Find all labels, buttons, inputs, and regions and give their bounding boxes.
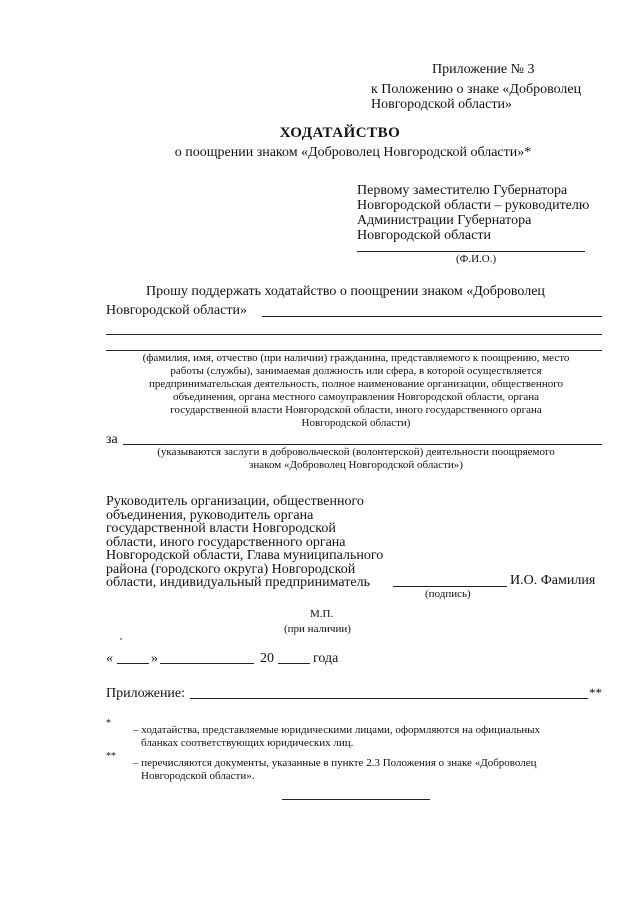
appendix-number: Приложение № 3 — [432, 62, 535, 77]
signatory-line: объединения, руководитель органа — [106, 507, 314, 523]
for-label: за — [106, 432, 118, 447]
addressee-block — [357, 183, 589, 243]
footnote-marker: ** — [106, 751, 116, 762]
footnote-line: – ходатайства, представляемые юридическими лицами, оформляются на официальных — [133, 724, 541, 736]
nominee-caption-line: государственной власти Новгородской области, иного государственного органа — [170, 404, 542, 416]
nominee-caption-line: предпринимательская деятельность, полное наименование организации, общественного — [149, 378, 563, 390]
request-text-line: Прошу поддержать ходатайство о поощрении знаком «Доброволец — [146, 284, 545, 299]
footnote-line: – перечисляются документы, указанные в пункте 2.3 Положения о знаке «Доброволец — [133, 757, 537, 769]
nominee-caption-line: (фамилия, имя, отчество (при наличии) гражданина, представляемого к поощрению, место — [142, 352, 570, 364]
date-day-blank — [117, 663, 149, 664]
document-subtitle: о поощрении знаком «Доброволец Новгородской области»* — [174, 145, 532, 160]
nominee-blank — [106, 334, 602, 335]
closing-rule — [282, 799, 430, 800]
merits-caption-line: (указываются заслуги в добровольческой (волонтерской) деятельности поощряемого — [157, 446, 555, 458]
signatory-line: области, иного государственного органа — [106, 534, 346, 550]
addressee-line: Первому заместителю Губернатора — [357, 183, 568, 198]
attachment-label: Приложение: — [106, 686, 186, 701]
appendix-reference-line: Новгородской области» — [371, 97, 512, 112]
merits-blank — [123, 444, 602, 445]
signatory-line: государственной власти Новгородской — [106, 521, 336, 536]
fio-caption: (Ф.И.О.) — [456, 253, 497, 265]
addressee-line: Администрации Губернатора — [357, 213, 532, 228]
date-month-blank — [160, 663, 254, 664]
footnote-marker: * — [106, 718, 111, 729]
request-text-line: Новгородской области» — [106, 303, 247, 318]
date-year-prefix: 20 — [260, 651, 274, 666]
nominee-caption-line: Новгородской области) — [301, 417, 411, 429]
document-title: ХОДАТАЙСТВО — [279, 125, 401, 141]
nominee-caption — [100, 352, 612, 430]
signatory-line: Новгородской области, Глава муниципального — [106, 548, 384, 563]
footnote-line: бланках соответствующих юридических лиц. — [141, 737, 354, 749]
signature-line — [393, 586, 507, 587]
nominee-blank — [106, 350, 602, 351]
signatory-block — [106, 495, 383, 590]
addressee-line: Новгородской области — [357, 228, 491, 243]
merits-caption-line: знаком «Доброволец Новгородской области») — [249, 459, 463, 471]
footnote-text — [133, 724, 540, 750]
signatory-line: района (городского округа) Новгородской — [106, 561, 356, 577]
signature-caption: (подпись) — [425, 588, 471, 600]
date-year-blank — [278, 663, 310, 664]
signatory-name: И.О. Фамилия — [510, 573, 596, 588]
appendix-reference-line: к Положению о знаке «Доброволец — [371, 82, 582, 97]
speck-mark — [120, 638, 122, 640]
attachment-marker: ** — [589, 685, 602, 700]
stamp-label: М.П. — [310, 608, 334, 620]
date-open-quote: « — [106, 651, 113, 666]
merits-caption — [100, 446, 612, 472]
date-year-suffix: года — [313, 651, 339, 666]
attachment-blank — [190, 698, 588, 699]
appendix-reference — [371, 82, 581, 112]
nominee-blank — [262, 316, 602, 317]
signatory-line: Руководитель организации, общественного — [106, 494, 364, 509]
fio-line — [357, 251, 585, 252]
nominee-caption-line: объединения, органа местного самоуправления Новгородской области, органа — [172, 391, 540, 403]
footnote-text — [133, 757, 537, 783]
footnote-line: Новгородской области». — [141, 770, 255, 782]
nominee-caption-line: работы (службы), занимаемая должность или сфера, в которой осуществляется — [170, 365, 542, 377]
stamp-note: (при наличии) — [284, 623, 351, 635]
addressee-line: Новгородской области – руководителю — [357, 198, 590, 213]
signatory-line: области, индивидуальный предприниматель — [106, 575, 370, 590]
date-close-quote: » — [151, 651, 158, 666]
